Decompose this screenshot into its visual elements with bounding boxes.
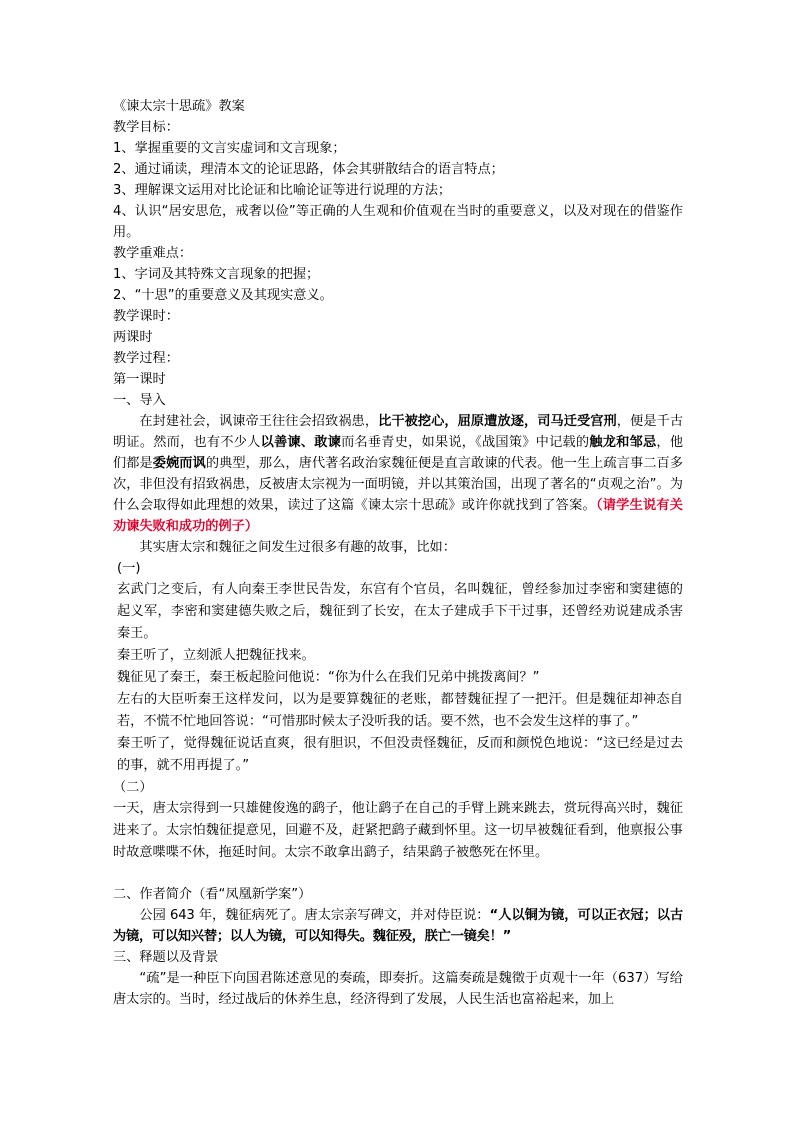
objective-item: 2、通过诵读，理清本文的论证思路，体会其骈散结合的语言特点； (113, 162, 504, 177)
teacher-prompt: （请学生说有关劝谏失败和成功的例子） (113, 498, 683, 534)
story-paragraph: 秦王听了，立刻派人把魏征找来。 (117, 648, 315, 663)
objectives-heading: 教学目标： (113, 120, 179, 135)
stories-intro: 其实唐太宗和魏征之间发生过很多有趣的故事，比如： (139, 540, 456, 555)
story-paragraph: 左右的大臣听秦王这样发问，以为是要算魏征的老账，都替魏征捏了一把汗。但是魏征却神态自若，不慌不忙地回答说：“可惜那时候太子没听我的话。要不然，也不会发生这样的事了。” (117, 692, 683, 729)
process-heading: 教学过程： (113, 351, 179, 366)
objective-item: 1、掌握重要的文言实虚词和文言现象； (113, 141, 346, 156)
objective-item: 3、理解课文运用对比论证和比喻论证等进行说理的方法； (113, 183, 452, 198)
hours-value: 两课时 (113, 330, 153, 345)
key-point-item: 1、字词及其特殊文言现象的把握； (113, 267, 320, 282)
story-paragraph: 秦王听了，觉得魏征说话直爽，很有胆识，不但没责怪魏征，反而和颜悦色地说：“这已经是过去的事，就不用再提了。” (117, 736, 683, 773)
story-paragraph: 玄武门之变后，有人向秦王李世民告发，东宫有个官员，名叫魏征，曾经参加过李密和窦建德的起义军，李密和窦建德失败之后，魏征到了长安，在太子建成手下干过事，还曾经劝说建成杀害秦王。 (117, 582, 683, 641)
objective-item: 4、认识“居安思危，戒奢以俭”等正确的人生观和价值观在当时的重要意义，以及对现在的借鉴作用。 (113, 204, 683, 240)
section-author-heading: 二、作者简介（看“凤凰新学案”） (113, 887, 312, 902)
author-paragraph: 公园 643 年，魏征病死了。唐太宗亲写碑文，并对侍臣说：“人以铜为镜，可以正衣冠；以古为镜，可以知兴替；以人为镜，可以知得失。魏征殁，朕亡一镜矣！” (113, 908, 683, 944)
story-one (113, 558, 683, 777)
story-label: （二） (113, 780, 153, 795)
key-points-heading: 教学重难点： (113, 246, 193, 261)
story-paragraph: 一天，唐太宗得到一只雄健俊逸的鹞子，他让鹞子在自己的手臂上跳来跳去，赏玩得高兴时，魏征进来了。太宗怕魏征提意见，回避不及，赶紧把鹞子藏到怀里。这一切早被魏征看到，他禀报公事时故意喋喋不休，拖延时间。太宗不敢拿出鹞子，结果鹞子被憋死在怀里。 (113, 801, 683, 860)
story-paragraph: 魏征见了秦王，秦王板起脸问他说：“你为什么在我们兄弟中挑拨离间？” (117, 670, 540, 685)
spacer (113, 864, 683, 884)
section-background-heading: 三、释题以及背景 (113, 950, 219, 965)
document-title: 《谏太宗十思疏》教案 (113, 99, 245, 114)
story-label: (一) (117, 561, 141, 576)
intro-paragraph: 在封建社会，讽谏帝王往往会招致祸患，比干被挖心，屈原遭放逐，司马迁受宫刑，便是千古明证。然而，也有不少人以善谏、敢谏而名垂青史，如果说，《战国策》中记载的触龙和邹忌，他们都是委婉而讽的典型，那么，唐代著名政治家魏征便是直言敢谏的代表。他一生上疏言事二百多次，非但没有招致祸患，反被唐太宗视为一面明镜，并以其策治国，出现了著名的“贞观之治”。为什么会取得如此理想的效果，读过了这篇《谏太宗十思疏》或许你就找到了答案。（请学生说有关劝谏失败和成功的例子） (113, 414, 684, 534)
key-point-item: 2、“十思”的重要意义及其现实意义。 (113, 288, 333, 303)
document-body (113, 96, 683, 1010)
lesson-one-heading: 第一课时 (113, 372, 166, 387)
background-paragraph: “疏”是一种臣下向国君陈述意见的奏疏，即奏折。这篇奏疏是魏徵于贞观十一年（637）写给唐太宗的。当时，经过战后的休养生息，经济得到了发展，人民生活也富裕起来，加上 (113, 971, 683, 1007)
hours-heading: 教学课时： (113, 309, 179, 324)
section-intro-heading: 一、导入 (113, 393, 166, 408)
story-two (113, 777, 683, 864)
